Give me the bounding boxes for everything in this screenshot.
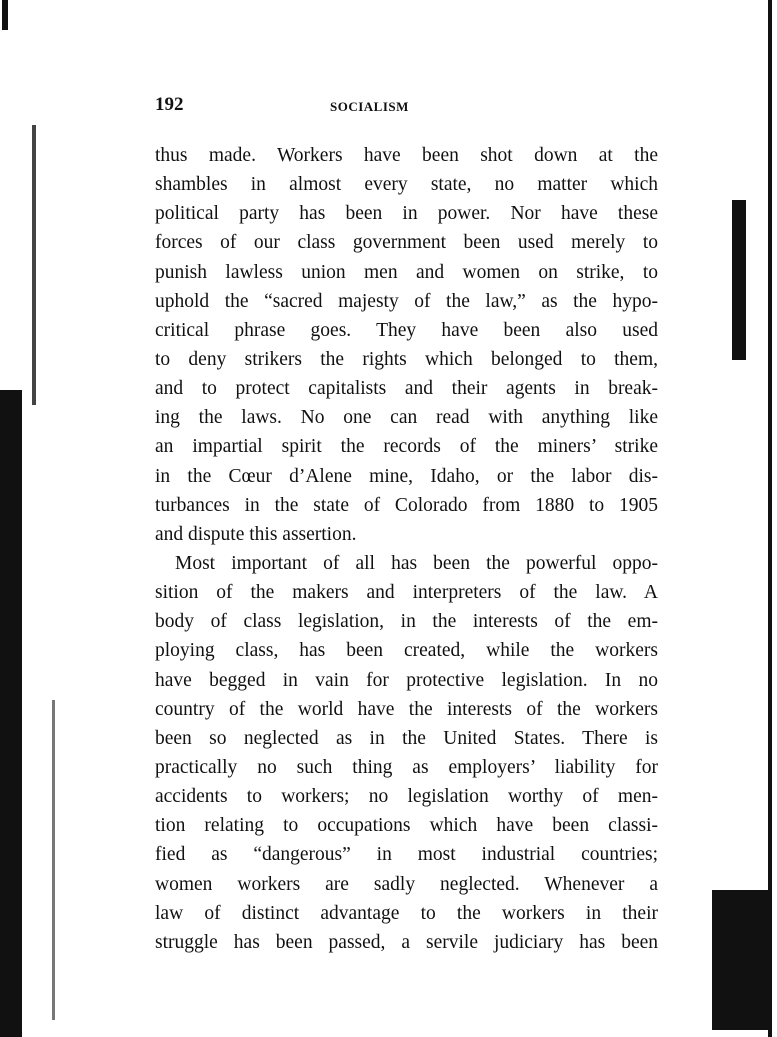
scan-edge-left xyxy=(0,390,22,1037)
text-line: sition of the makers and interpreters of the law. A xyxy=(155,582,658,604)
text-line: to deny strikers the rights which belonged to them, xyxy=(155,348,658,370)
text-line: critical phrase goes. They have been also used xyxy=(155,319,658,341)
text-line: fied as “dangerous” in most industrial countries; xyxy=(155,844,658,866)
text-line: uphold the “sacred majesty of the law,” as the hypo- xyxy=(155,290,658,312)
text-line: Most important of all has been the powerful oppo- xyxy=(175,552,658,574)
text-line: been so neglected as in the United States. There is xyxy=(155,727,658,749)
body-text xyxy=(155,141,658,957)
text-line: punish lawless union men and women on strike, to xyxy=(155,261,658,283)
text-line: have begged in vain for protective legislation. In no xyxy=(155,669,658,691)
text-line: accidents to workers; no legislation worthy of men- xyxy=(155,786,658,808)
text-line: law of distinct advantage to the workers in their xyxy=(155,902,658,924)
text-line: thus made. Workers have been shot down at the xyxy=(155,145,658,166)
text-line: and to protect capitalists and their agents in break- xyxy=(155,378,658,400)
scan-edge-left-top xyxy=(2,0,8,30)
scan-strip-left xyxy=(32,125,36,405)
text-line: in the Cœur d’Alene mine, Idaho, or the labor dis- xyxy=(155,465,658,487)
text-line: political party has been in power. Nor have these xyxy=(155,203,658,225)
scan-edge-right xyxy=(768,0,772,1037)
text-line: ploying class, has been created, while the workers xyxy=(155,640,658,662)
text-line: turbances in the state of Colorado from 1880 to 1905 xyxy=(155,494,658,516)
text-line: and dispute this assertion. xyxy=(155,523,357,545)
text-line: shambles in almost every state, no matter which xyxy=(155,174,658,196)
scan-strip-left-2 xyxy=(52,700,55,1020)
page-number: 192 xyxy=(155,94,184,115)
scan-strip-right xyxy=(732,200,746,360)
text-line: practically no such thing as employers’ liability for xyxy=(155,756,658,778)
text-line: women workers are sadly neglected. Whenever a xyxy=(155,873,658,895)
text-line: forces of our class government been used merely to xyxy=(155,232,658,254)
text-line: country of the world have the interests of the workers xyxy=(155,698,658,720)
text-line: ing the laws. No one can read with anything like xyxy=(155,407,658,429)
text-line: an impartial spirit the records of the miners’ strike xyxy=(155,436,658,458)
running-title: SOCIALISM xyxy=(330,99,409,114)
scan-strip-right-2 xyxy=(712,890,768,1030)
text-line: struggle has been passed, a servile judiciary has been xyxy=(155,931,658,953)
text-line: body of class legislation, in the interests of the em- xyxy=(155,611,658,633)
text-line: tion relating to occupations which have been classi- xyxy=(155,815,658,837)
